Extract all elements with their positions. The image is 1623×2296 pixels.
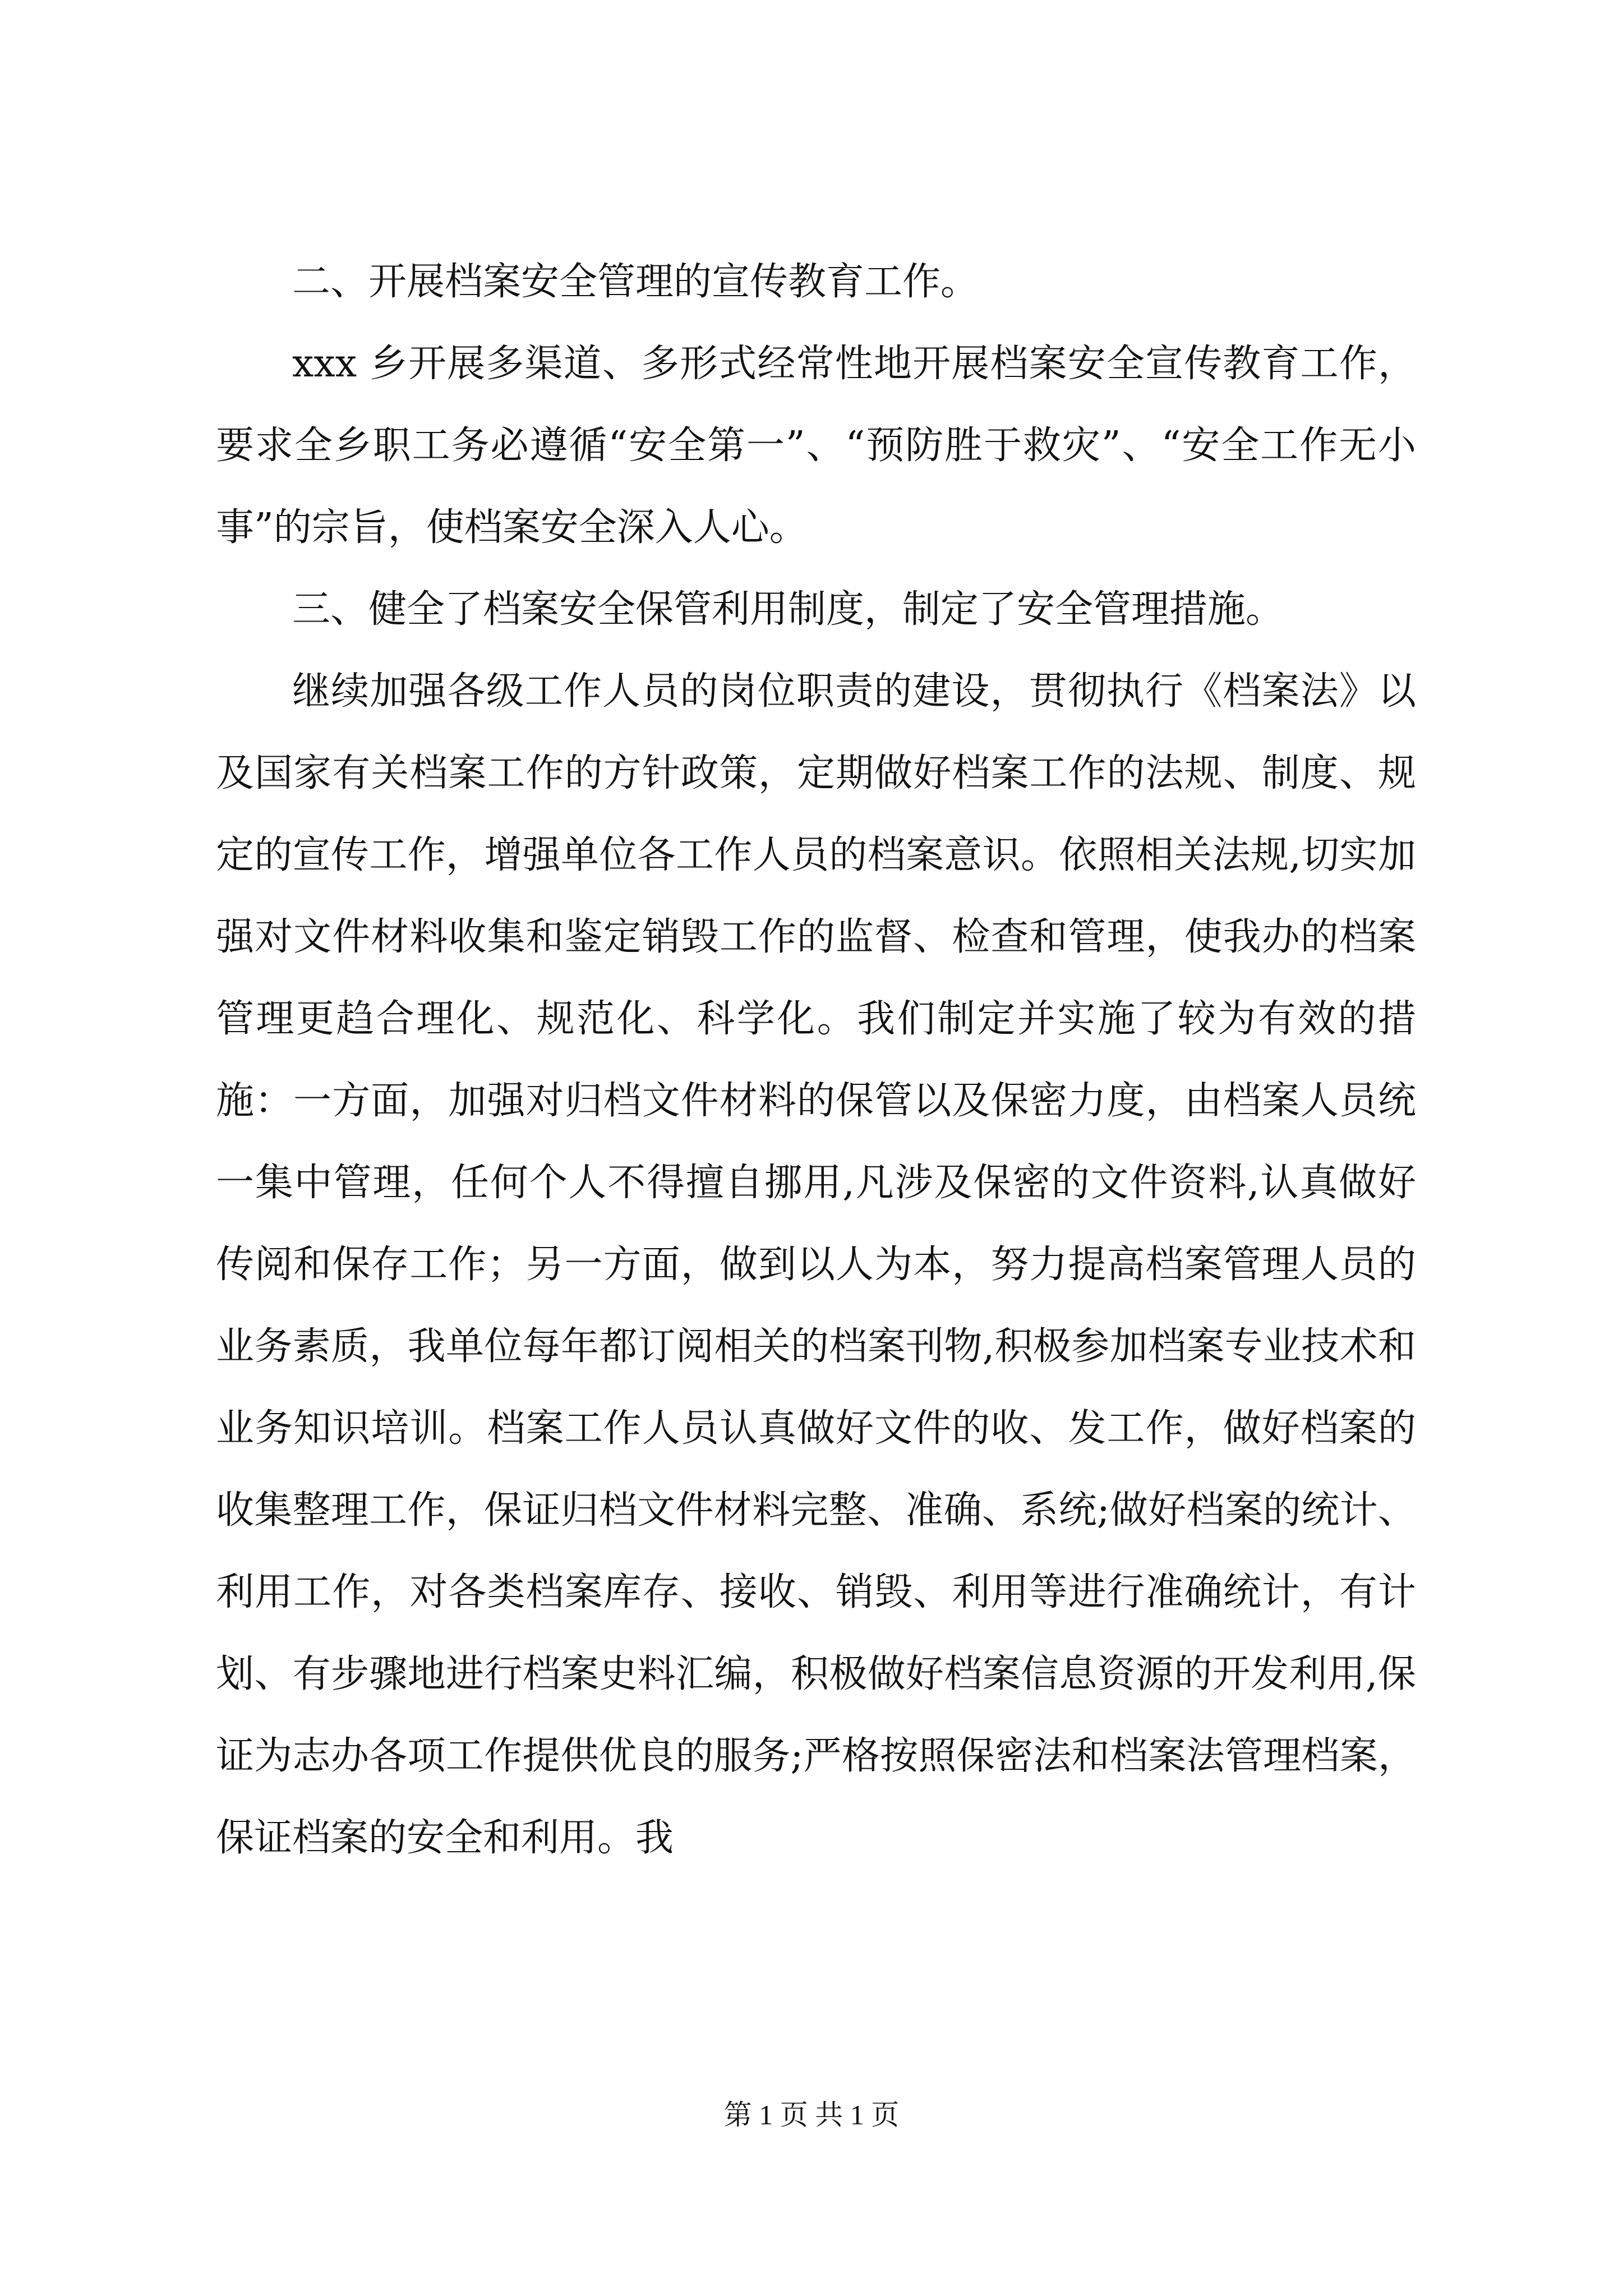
paragraph-measures: 继续加强各级工作人员的岗位职责的建设，贯彻执行《档案法》以及国家有关档案工作的方针政策，定期做好档案工作的法规、制度、规定的宣传工作，增强单位各工作人员的档案意识。依照相关法规,切实加强对文件材料收集和鉴定销毁工作的监督、检查和管理，使我办的档案管理更趋合理化、规范化、科学化。我们制定并实施了较为有效的措施：一方面，加强对归档文件材料的保管以及保密力度，由档案人员统一集中管理，任何个人不得擅自挪用,凡涉及保密的文件资料,认真做好传阅和保存工作；另一方面，做到以人为本，努力提高档案管理人员的业务素质，我单位每年都订阅相关的档案刊物,积极参加档案专业技术和业务知识培训。档案工作人员认真做好文件的收、发工作，做好档案的收集整理工作，保证归档文件材料完整、准确、系统;做好档案的统计、利用工作，对各类档案库存、接收、销毁、利用等进行准确统计，有计划、有步骤地进行档案史料汇编，积极做好档案信息资源的开发利用,保证为志办各项工作提供优良的服务;严格按照保密法和档案法管理档案，保证档案的安全和利用。我 <box>216 669 1416 1860</box>
page-footer: 第 1 页 共 1 页 <box>723 2099 900 2131</box>
document-body <box>216 241 1416 1879</box>
heading-section-two: 二、开展档案安全管理的宣传教育工作。 <box>292 260 979 304</box>
heading-section-three: 三、健全了档案安全保管利用制度，制定了安全管理措施。 <box>292 587 1284 632</box>
paragraph-publicity: xxx 乡开展多渠道、多形式经常性地开展档案安全宣传教育工作，要求全乡职工务必遵循“安全第一”、“预防胜于救灾”、“安全工作无小事”的宗旨，使档案安全深入人心。 <box>216 342 1416 550</box>
